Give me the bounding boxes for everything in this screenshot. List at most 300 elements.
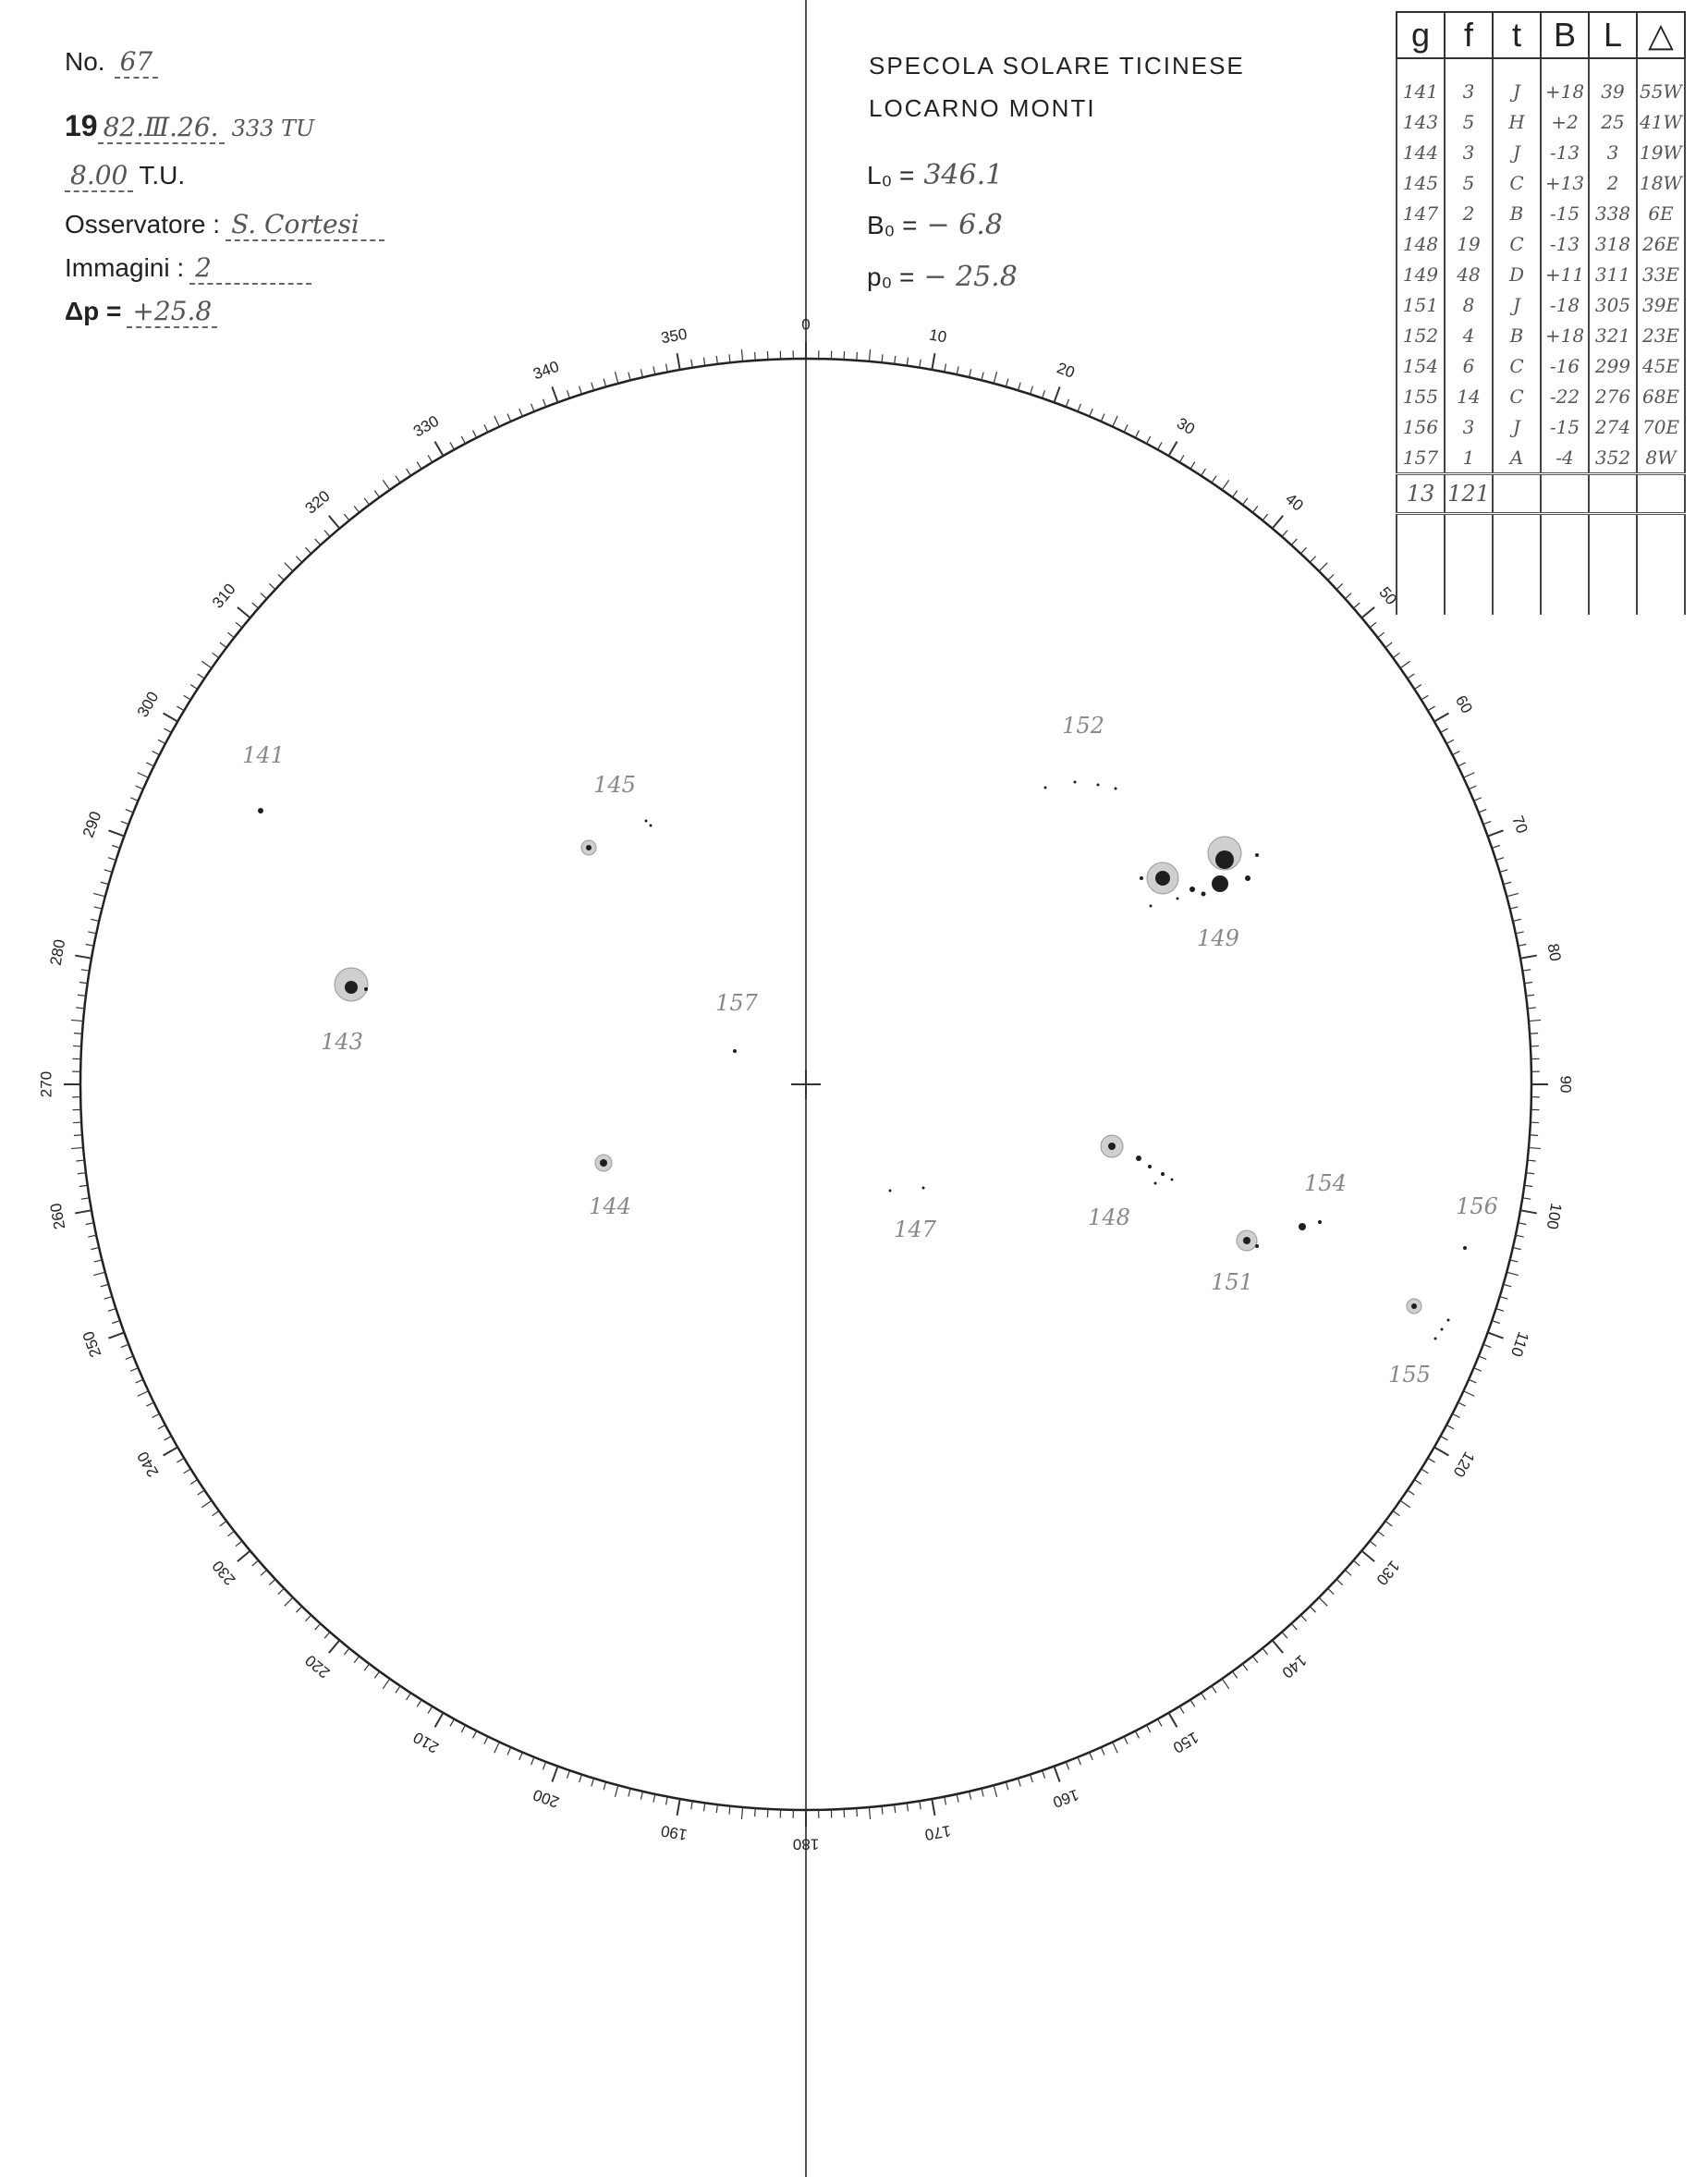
scale-tick	[1421, 1469, 1429, 1474]
scale-tick	[970, 369, 971, 377]
scale-tick	[1469, 1379, 1476, 1383]
scale-tick	[1408, 674, 1414, 679]
scale-tick	[1353, 1560, 1360, 1566]
scale-label-320: 320	[301, 486, 334, 518]
scale-tick	[236, 1541, 242, 1547]
scale-tick	[184, 695, 191, 700]
cell-delta: 39E	[1637, 289, 1685, 320]
scale-label-100: 100	[1543, 1202, 1566, 1231]
table-row	[1397, 381, 1685, 411]
scale-tick	[1202, 469, 1206, 476]
scale-tick	[220, 1521, 226, 1525]
scale-tick	[190, 1480, 198, 1485]
scale-tick	[324, 1632, 330, 1638]
scale-label-230: 230	[208, 1557, 239, 1589]
sunspot-group-table	[1396, 11, 1686, 615]
scale-tick	[1519, 944, 1527, 946]
scale-tick	[1300, 1615, 1306, 1621]
scale-tick	[91, 919, 99, 921]
sunspot-umbra	[650, 825, 653, 827]
sunspot-umbra	[1245, 875, 1250, 881]
scale-label-160: 160	[1050, 1785, 1081, 1812]
table-row	[1397, 442, 1685, 474]
scale-tick	[982, 1789, 983, 1797]
scale-tick	[71, 1147, 83, 1148]
scale-tick	[531, 1757, 534, 1765]
scale-tick	[1469, 786, 1476, 789]
scale-tick	[1222, 1679, 1228, 1689]
cell-g: 145	[1397, 167, 1445, 198]
scale-tick	[994, 372, 996, 384]
observatory-name: SPECOLA SOLARE TICINESE	[869, 52, 1245, 79]
totals-row	[1397, 474, 1685, 514]
scale-tick	[857, 352, 858, 361]
scale-tick	[278, 1588, 284, 1594]
scale-tick	[473, 431, 477, 438]
cell-f: 1	[1445, 442, 1493, 474]
scale-tick	[238, 607, 250, 618]
scale-tick	[1378, 1531, 1385, 1536]
scale-tick	[1179, 1706, 1184, 1714]
scale-label-200: 200	[531, 1785, 562, 1812]
scale-tick	[104, 870, 113, 873]
scale-tick	[1222, 480, 1228, 490]
sunspot-umbra	[645, 820, 648, 823]
scale-label-170: 170	[923, 1821, 953, 1844]
scale-tick	[213, 653, 219, 657]
cell-delta: 6E	[1637, 198, 1685, 228]
param-B0-label: B₀ =	[867, 211, 918, 239]
scale-tick	[1054, 1767, 1059, 1782]
scale-tick	[691, 1801, 692, 1809]
scale-tick	[74, 1135, 82, 1136]
scale-label-340: 340	[531, 357, 562, 384]
cell-f: 14	[1445, 381, 1493, 411]
cell-g: 141	[1397, 58, 1445, 106]
scale-tick	[1528, 1160, 1536, 1161]
scale-tick	[461, 436, 465, 444]
scale-tick	[450, 443, 454, 450]
scale-tick	[982, 373, 983, 381]
scale-tick	[1101, 1747, 1104, 1755]
time-field	[65, 160, 185, 192]
scale-tick	[1458, 1402, 1466, 1406]
scale-tick	[108, 1332, 124, 1338]
scale-tick	[396, 476, 400, 483]
group-label-155: 155	[1388, 1362, 1431, 1388]
scale-tick	[136, 1379, 143, 1383]
scale-tick	[1408, 1490, 1414, 1495]
scale-tick	[1300, 547, 1306, 554]
cell-B: -22	[1541, 381, 1589, 411]
cell-L: 318	[1589, 228, 1637, 259]
scale-label-290: 290	[79, 809, 105, 840]
cell-t: D	[1493, 259, 1541, 289]
scale-tick	[1492, 1321, 1500, 1324]
scale-tick	[1414, 685, 1421, 690]
scale-tick	[615, 1785, 617, 1797]
group-label-145: 145	[593, 772, 636, 798]
cell-L: 321	[1589, 320, 1637, 350]
scale-tick	[1232, 491, 1237, 497]
cell-B: -13	[1541, 228, 1589, 259]
scale-tick	[1282, 531, 1287, 537]
scale-tick	[1135, 431, 1139, 438]
scale-tick	[201, 1500, 212, 1507]
scale-tick	[252, 1560, 259, 1566]
date-suffix: 333 TU	[231, 116, 315, 141]
scale-tick	[1530, 1135, 1538, 1136]
sunspot-umbra	[1434, 1338, 1437, 1340]
scale-tick	[407, 1693, 411, 1700]
scale-label-180: 180	[792, 1835, 820, 1853]
scale-tick	[1090, 1753, 1093, 1760]
scale-label-130: 130	[1372, 1557, 1404, 1589]
scale-tick	[494, 1742, 499, 1753]
scale-tick	[1488, 830, 1504, 836]
cell-B: -13	[1541, 137, 1589, 167]
sunspot-umbra	[1318, 1220, 1322, 1224]
scale-tick	[1452, 1413, 1459, 1417]
scale-tick	[74, 1033, 82, 1034]
scale-tick	[81, 1198, 90, 1199]
scale-tick	[1242, 498, 1247, 505]
scale-tick	[1522, 1198, 1531, 1199]
scale-tick	[1361, 607, 1374, 618]
scale-tick	[665, 1797, 667, 1805]
scale-tick	[1483, 821, 1491, 824]
scale-tick	[1158, 443, 1162, 450]
scale-tick	[78, 1173, 86, 1174]
cell-B: -15	[1541, 411, 1589, 442]
scale-tick	[716, 1804, 717, 1813]
group-label-154: 154	[1304, 1170, 1347, 1196]
scale-tick	[1232, 1671, 1237, 1678]
scale-tick	[1516, 1235, 1524, 1237]
scale-tick	[1428, 1458, 1435, 1462]
sunspot-umbra	[1148, 1165, 1152, 1168]
scale-tick	[126, 810, 133, 813]
table-row	[1397, 58, 1685, 106]
scale-tick	[1263, 1648, 1268, 1655]
scale-tick	[374, 491, 379, 497]
scale-tick	[1006, 1782, 1007, 1791]
scale-tick	[305, 1615, 311, 1621]
scale-tick	[1400, 1500, 1410, 1507]
cell-f: 3	[1445, 137, 1493, 167]
total-empty-cell	[1493, 474, 1541, 514]
sunspot-umbra	[1215, 850, 1234, 869]
scale-tick	[1113, 416, 1117, 427]
scale-tick	[1507, 893, 1519, 896]
col-header-g: g	[1397, 12, 1445, 58]
scale-label-210: 210	[409, 1728, 443, 1757]
table-row	[1397, 167, 1685, 198]
scale-tick	[1378, 632, 1385, 638]
param-B0-value: − 6.8	[926, 209, 1003, 241]
cell-delta: 8W	[1637, 442, 1685, 474]
scale-tick	[1393, 653, 1399, 657]
cell-g: 149	[1397, 259, 1445, 289]
scale-tick	[1336, 583, 1343, 589]
scale-tick	[494, 416, 499, 427]
scale-tick	[1158, 1719, 1162, 1727]
group-label-156: 156	[1456, 1193, 1498, 1219]
scale-tick	[1446, 1425, 1454, 1429]
cell-t: J	[1493, 137, 1541, 167]
scale-tick	[615, 372, 617, 384]
cell-B: +2	[1541, 106, 1589, 137]
param-P0	[867, 261, 1018, 293]
scale-label-60: 60	[1451, 692, 1476, 716]
scale-tick	[1328, 1588, 1334, 1594]
scale-tick	[1516, 932, 1524, 934]
cell-delta: 55W	[1637, 58, 1685, 106]
cell-B: -4	[1541, 442, 1589, 474]
scale-tick	[1135, 1731, 1139, 1738]
scale-tick	[1474, 798, 1482, 801]
scale-tick	[344, 1648, 349, 1655]
scale-tick	[484, 424, 488, 432]
scale-tick	[592, 1779, 594, 1787]
sunspot-umbra	[1150, 905, 1153, 908]
scale-tick	[450, 1719, 454, 1727]
cell-t: J	[1493, 58, 1541, 106]
scale-tick	[869, 1807, 870, 1819]
report-number-value: 67	[115, 46, 159, 79]
sunspot-umbra	[1108, 1143, 1116, 1150]
cell-t: C	[1493, 228, 1541, 259]
date-value: 82.Ⅲ.26.	[98, 112, 225, 144]
scale-tick	[567, 1770, 569, 1779]
scale-tick	[152, 1413, 160, 1417]
scale-label-110: 110	[1507, 1329, 1533, 1360]
scale-tick	[741, 349, 742, 361]
scale-tick	[324, 531, 330, 537]
total-empty-cell	[1589, 474, 1637, 514]
table-row	[1397, 228, 1685, 259]
scale-tick	[1078, 1757, 1080, 1765]
scale-tick	[677, 353, 680, 370]
scale-tick	[857, 1808, 858, 1816]
cell-L: 276	[1589, 381, 1637, 411]
scale-tick	[78, 995, 86, 996]
scale-tick	[531, 404, 534, 411]
scale-tick	[146, 1402, 153, 1406]
scale-tick	[543, 1762, 545, 1769]
scale-tick	[604, 1782, 605, 1791]
table-row	[1397, 320, 1685, 350]
scale-label-260: 260	[46, 1202, 69, 1231]
scale-tick	[945, 364, 946, 373]
sunspot-umbra	[1154, 1182, 1157, 1185]
cell-f: 5	[1445, 106, 1493, 137]
scale-tick	[86, 1223, 94, 1225]
col-header-t: t	[1493, 12, 1541, 58]
scale-tick	[1113, 1742, 1117, 1753]
time-value: 8.00	[65, 160, 133, 192]
sunspot-umbra	[600, 1159, 607, 1167]
scale-tick	[882, 354, 883, 362]
scale-tick	[957, 1794, 958, 1803]
scale-tick	[269, 583, 275, 589]
sunspot-umbra	[1299, 1223, 1306, 1230]
scale-tick	[71, 1020, 83, 1021]
cell-t: J	[1493, 289, 1541, 320]
cell-t: H	[1493, 106, 1541, 137]
scale-tick	[121, 821, 128, 824]
scale-tick	[1202, 1693, 1206, 1700]
scale-tick	[628, 1789, 630, 1797]
sunspot-umbra	[1115, 788, 1117, 790]
scale-tick	[755, 1808, 756, 1816]
scale-tick	[1291, 539, 1297, 545]
scale-tick	[1400, 661, 1410, 667]
cell-t: B	[1493, 198, 1541, 228]
scale-label-310: 310	[208, 580, 239, 612]
sunspot-umbra	[922, 1187, 925, 1190]
scale-tick	[507, 1747, 511, 1755]
scale-tick	[957, 366, 958, 374]
scale-tick	[138, 1391, 149, 1396]
report-number-label: No.	[65, 47, 105, 76]
scale-tick	[920, 360, 921, 368]
total-empty-cell	[1541, 474, 1589, 514]
scale-tick	[76, 1008, 84, 1009]
scale-label-140: 140	[1278, 1651, 1311, 1682]
cell-B: +18	[1541, 58, 1589, 106]
scale-tick	[1282, 1632, 1287, 1638]
scale-tick	[329, 516, 340, 529]
scale-tick	[461, 1725, 465, 1732]
scale-tick	[1273, 516, 1284, 529]
cell-t: C	[1493, 381, 1541, 411]
cell-g: 152	[1397, 320, 1445, 350]
scale-label-240: 240	[133, 1448, 163, 1481]
scale-tick	[146, 763, 153, 766]
cell-delta: 26E	[1637, 228, 1685, 259]
scale-tick	[1179, 455, 1184, 462]
observer-label: Osservatore :	[65, 210, 221, 238]
scale-tick	[94, 1260, 103, 1262]
scale-tick	[907, 1803, 908, 1811]
cell-delta: 41W	[1637, 106, 1685, 137]
group-label-148: 148	[1088, 1205, 1130, 1230]
scale-tick	[1463, 1391, 1474, 1396]
blank-cell	[1397, 514, 1445, 616]
cell-g: 151	[1397, 289, 1445, 320]
scale-label-80: 80	[1543, 942, 1565, 963]
scale-tick	[1520, 1210, 1537, 1213]
scale-label-20: 20	[1055, 359, 1078, 382]
blank-cell	[1445, 514, 1493, 616]
scale-tick	[227, 632, 234, 638]
scale-tick	[1421, 695, 1429, 700]
scale-tick	[158, 740, 165, 743]
sunspot-umbra	[1212, 875, 1228, 892]
table-row	[1397, 259, 1685, 289]
scale-tick	[417, 1700, 421, 1707]
sunspot-umbra	[889, 1190, 892, 1192]
scale-label-280: 280	[46, 937, 69, 967]
scale-tick	[741, 1807, 742, 1819]
scale-tick	[108, 858, 116, 861]
scale-tick	[407, 469, 411, 476]
total-empty-cell	[1637, 474, 1685, 514]
cell-delta: 19W	[1637, 137, 1685, 167]
table-row	[1397, 350, 1685, 381]
scale-tick	[1319, 1597, 1327, 1606]
scale-tick	[1031, 386, 1033, 395]
sunspot-umbra	[1202, 892, 1206, 897]
group-label-147: 147	[894, 1217, 936, 1242]
scale-tick	[364, 1664, 369, 1670]
cell-t: C	[1493, 167, 1541, 198]
scale-tick	[519, 1753, 523, 1760]
scale-tick	[1528, 1008, 1536, 1009]
sunspot-umbra	[1243, 1237, 1250, 1244]
scale-tick	[882, 1806, 883, 1815]
scale-tick	[1242, 1664, 1247, 1670]
group-label-143: 143	[321, 1029, 363, 1055]
scale-tick	[296, 556, 301, 562]
cell-B: -15	[1541, 198, 1589, 228]
total-spots: 121	[1445, 474, 1493, 514]
scale-tick	[177, 706, 184, 711]
scale-label-10: 10	[927, 325, 948, 347]
scale-tick	[238, 1551, 250, 1562]
scale-tick	[1434, 714, 1449, 722]
scale-tick	[1043, 1770, 1045, 1779]
scale-tick	[1066, 399, 1068, 407]
scale-tick	[567, 390, 569, 398]
cell-f: 3	[1445, 411, 1493, 442]
sunspot-umbra	[1171, 1179, 1174, 1181]
cell-f: 48	[1445, 259, 1493, 289]
cell-L: 311	[1589, 259, 1637, 289]
scale-label-120: 120	[1449, 1448, 1479, 1481]
sunspot-umbra	[1441, 1328, 1444, 1331]
scale-tick	[1147, 436, 1151, 444]
scale-tick	[1385, 642, 1392, 647]
cell-g: 156	[1397, 411, 1445, 442]
scale-tick	[1458, 763, 1466, 766]
scale-tick	[104, 1297, 113, 1300]
cell-delta: 18W	[1637, 167, 1685, 198]
table-body	[1397, 58, 1685, 615]
scale-tick	[198, 674, 204, 679]
scale-tick	[1463, 773, 1474, 777]
group-label-149: 149	[1197, 925, 1239, 951]
table-row	[1397, 411, 1685, 442]
scale-tick	[1510, 1260, 1519, 1262]
blank-cell	[1589, 514, 1637, 616]
group-label-152: 152	[1062, 713, 1104, 739]
scale-tick	[729, 1806, 730, 1815]
scale-tick	[417, 462, 421, 470]
scale-tick	[75, 956, 92, 959]
sunspot-umbra	[1074, 781, 1077, 784]
cell-L: 2	[1589, 167, 1637, 198]
scale-tick	[1496, 1309, 1505, 1312]
scale-tick	[1212, 1686, 1216, 1693]
group-label-141: 141	[242, 742, 285, 768]
scale-tick	[396, 1686, 400, 1693]
param-P0-label: p₀ =	[867, 263, 915, 291]
scale-tick	[152, 752, 160, 755]
scale-tick	[1019, 383, 1021, 391]
scale-tick	[1510, 907, 1519, 909]
